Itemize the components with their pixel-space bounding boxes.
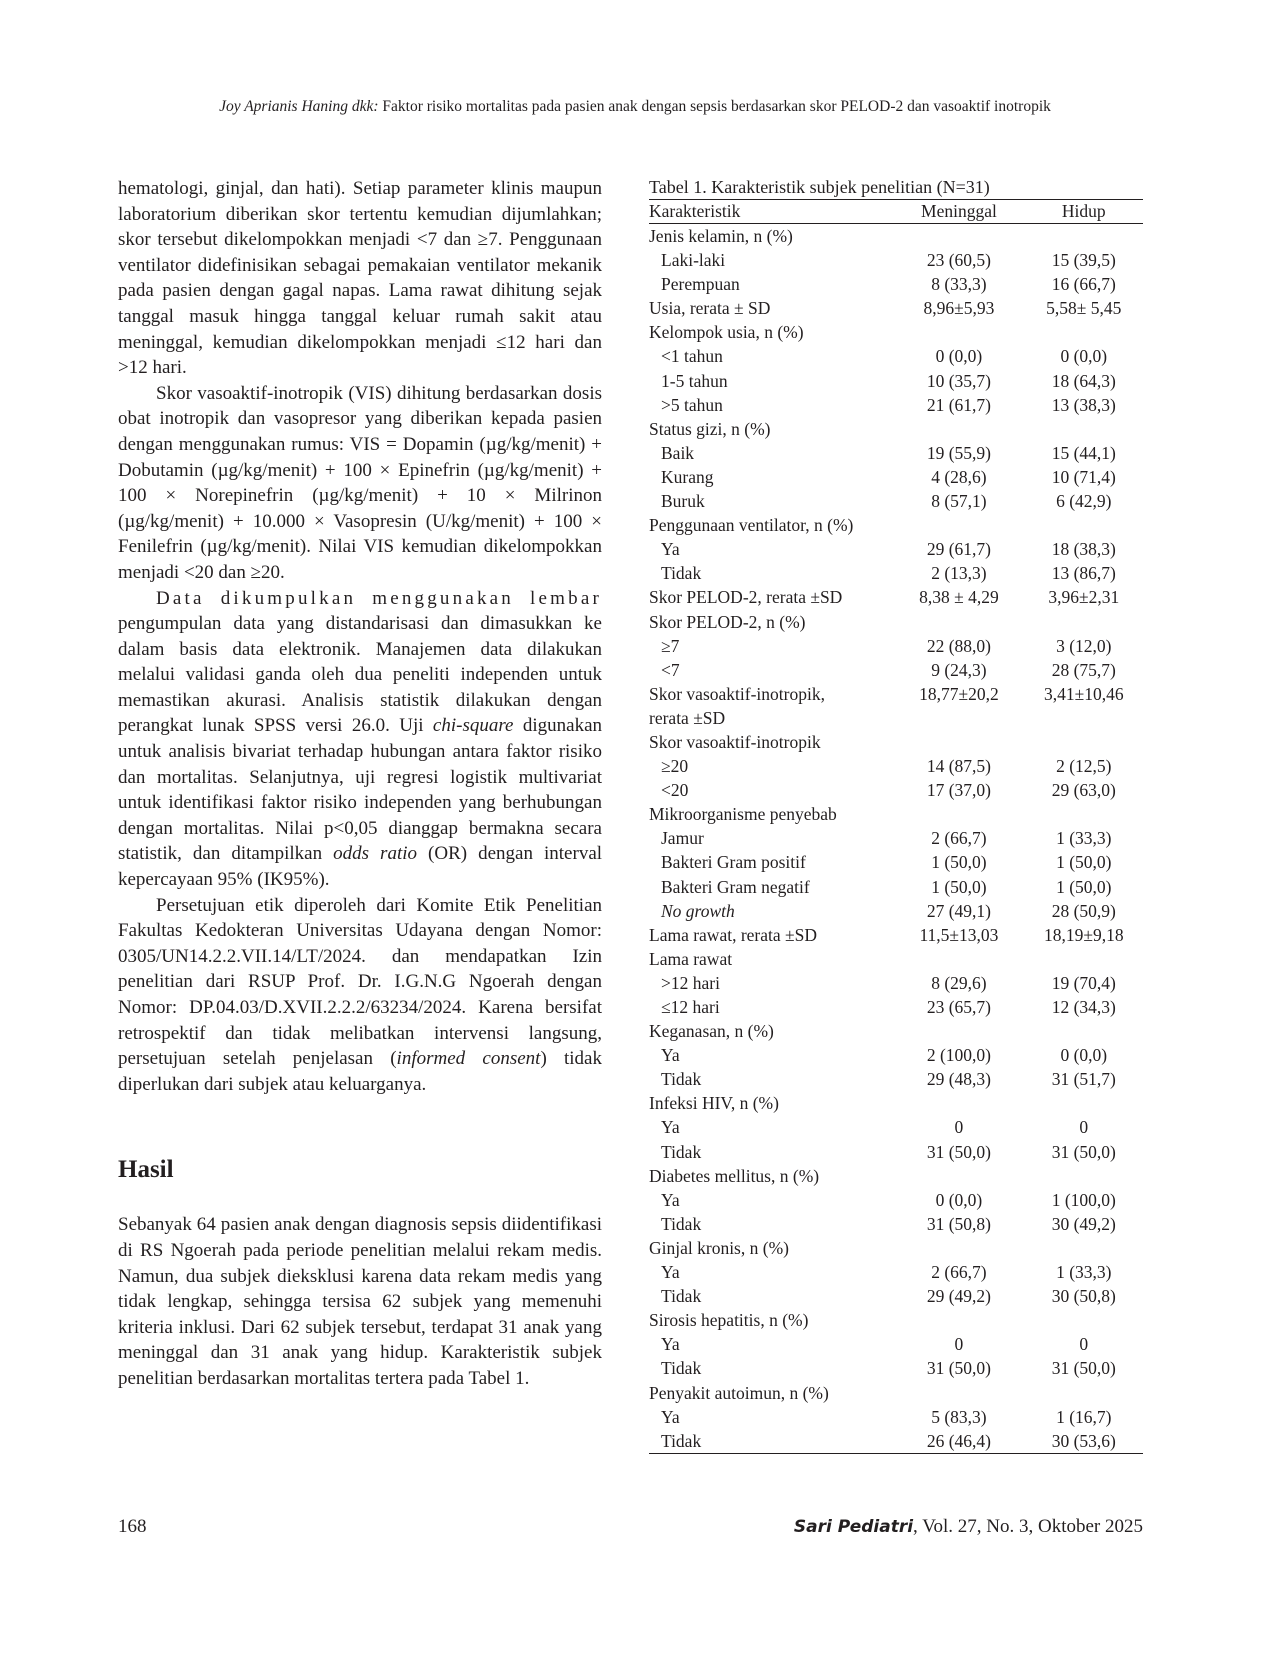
table-header-karakteristik: Karakteristik <box>649 201 741 221</box>
table-cell-meninggal: 14 (87,5) <box>926 756 991 777</box>
table-row <box>649 923 1143 947</box>
table-cell-label: Baik <box>661 442 695 463</box>
table-row <box>649 1284 1143 1308</box>
table-cell-hidup: 18 (64,3) <box>1051 370 1116 391</box>
table-cell-meninggal: 0 <box>954 1117 964 1138</box>
informed-consent-term: informed consent <box>396 1048 541 1070</box>
table-cell-hidup: 13 (38,3) <box>1051 394 1116 415</box>
table-row <box>649 1212 1143 1236</box>
table-cell-hidup: 30 (49,2) <box>1051 1213 1116 1234</box>
table-row <box>649 224 1143 249</box>
journal-citation <box>794 1516 1143 1538</box>
table-cell-label: Ya <box>661 1406 680 1427</box>
paragraph-vis: Skor vasoaktif-inotropik (VIS) dihitung berdasarkan dosis obat inotropik dan vasopresor yang diberikan kepada pasien dengan menggunakan rumus: VIS = Dopamin (µg/kg/menit) + Dobutamin (µg/kg/menit) + 100 × Epinefrin (µg/kg/menit) + 100 × Norepinefrin (µg/kg/menit) + 10 × Milrinon (µg/kg/menit) + 10.000 × Vasopresin (U/kg/menit) + 100 × Fenilefrin (µg/kg/menit). Nilai VIS kemudian dikelompokkan menjadi <20 dan ≥20. <box>118 382 602 583</box>
table-row <box>649 634 1143 658</box>
left-column <box>118 176 602 1392</box>
table-cell-hidup: 5,58± 5,45 <box>1046 298 1122 319</box>
table-cell-label: Ya <box>661 1334 680 1355</box>
table-cell-hidup: 1 (33,3) <box>1056 1262 1112 1283</box>
table-cell-label: 1-5 tahun <box>661 370 728 391</box>
table-cell-hidup: 6 (42,9) <box>1056 491 1112 512</box>
table-cell-meninggal: 1 (50,0) <box>931 852 987 873</box>
table-cell-meninggal: 21 (61,7) <box>926 394 991 415</box>
table-cell-hidup: 28 (50,9) <box>1051 900 1116 921</box>
table-row <box>649 272 1143 296</box>
table-cell-meninggal <box>893 1019 1024 1043</box>
table-cell-label: Tidak <box>661 1069 702 1090</box>
table-row <box>649 320 1143 344</box>
table-cell-meninggal <box>893 947 1024 971</box>
table-row <box>649 1332 1143 1356</box>
table-cell-meninggal: 0 (0,0) <box>935 1189 983 1210</box>
table-row <box>649 778 1143 802</box>
table-row <box>649 1140 1143 1164</box>
table-cell-meninggal: 31 (50,0) <box>926 1141 991 1162</box>
table-cell-label: Penggunaan ventilator, n (%) <box>649 515 854 536</box>
table-cell-label: <1 tahun <box>661 346 723 367</box>
table-cell-label: Ya <box>661 1189 680 1210</box>
table-cell-label: <20 <box>661 780 689 801</box>
table-cell-meninggal: 10 (35,7) <box>926 370 991 391</box>
table-cell-meninggal: 31 (50,0) <box>926 1358 991 1379</box>
table-cell-meninggal: 17 (37,0) <box>926 780 991 801</box>
table-cell-meninggal: 2 (66,7) <box>931 828 987 849</box>
table-cell-hidup <box>1025 730 1143 754</box>
header-title: Faktor risiko mortalitas pada pasien anak dengan sepsis berdasarkan skor PELOD-2 dan vasoaktif inotropik <box>382 98 1051 115</box>
table-cell-hidup <box>1025 1236 1143 1260</box>
table-cell-hidup: 0 (0,0) <box>1060 1045 1108 1066</box>
table-cell-label: Status gizi, n (%) <box>649 418 771 439</box>
table-cell-hidup <box>1025 802 1143 826</box>
table-cell-label: Ya <box>661 1262 680 1283</box>
table-cell-hidup <box>1025 1091 1143 1115</box>
table-cell-label: ≥20 <box>661 756 689 777</box>
table-cell-label: Kelompok usia, n (%) <box>649 322 804 343</box>
table-cell-label: Mikroorganisme penyebab <box>649 804 837 825</box>
table-cell-hidup <box>1025 1019 1143 1043</box>
table-cell-meninggal: 23 (60,5) <box>926 250 991 271</box>
table-row <box>649 971 1143 995</box>
table-cell-meninggal <box>893 1091 1024 1115</box>
paragraph-data-collection-lead: Data dikumpulkan menggunakan lembar <box>156 587 602 609</box>
table-row <box>649 826 1143 850</box>
header-authors: Joy Aprianis Haning dkk: <box>219 98 379 115</box>
table-cell-hidup <box>1025 1381 1143 1405</box>
table-cell-meninggal: 29 (61,7) <box>926 539 991 560</box>
table-cell-hidup <box>1025 1164 1143 1188</box>
table-cell-meninggal: 8 (29,6) <box>931 972 987 993</box>
table-cell-meninggal: 8 (33,3) <box>931 274 987 295</box>
table-cell-meninggal: 8,96±5,93 <box>923 298 995 319</box>
table-cell-meninggal <box>893 610 1024 634</box>
table-cell-label: Skor PELOD-2, rerata ±SD <box>649 587 843 608</box>
table-cell-meninggal: 0 <box>954 1334 964 1355</box>
table-row <box>649 513 1143 537</box>
section-heading-hasil: Hasil <box>118 1156 174 1184</box>
table-header-hidup: Hidup <box>1061 201 1106 221</box>
table-cell-label: ≥7 <box>661 635 680 656</box>
journal-name: Sari Pediatri <box>793 1517 914 1537</box>
table-cell-meninggal: 29 (49,2) <box>926 1286 991 1307</box>
table-cell-meninggal: 2 (66,7) <box>931 1262 987 1283</box>
table-cell-label: Keganasan, n (%) <box>649 1021 774 1042</box>
table-row <box>649 537 1143 561</box>
table-cell-label: Infeksi HIV, n (%) <box>649 1093 779 1114</box>
table-cell-label: Laki-laki <box>661 250 726 271</box>
table-cell-meninggal: 18,77±20,2 <box>919 683 999 704</box>
table-cell-label: Lama rawat <box>649 948 733 969</box>
table-cell-label: >12 hari <box>661 972 720 993</box>
table-row <box>649 730 1143 754</box>
table-cell-label: Tidak <box>661 1141 702 1162</box>
paragraph-methods-1: hematologi, ginjal, dan hati). Setiap parameter klinis maupun laboratorium diberikan skor tertentu kemudian dijumlahkan; skor tersebut dikelompokkan menjadi <7 dan ≥7. Penggunaan ventilator didefinisikan sebagai pemakaian ventilator mekanik pada pasien dengan gagal napas. Lama rawat dihitung sejak tanggal masuk hingga tanggal keluar rumah sakit atau meninggal, kemudian dikelompokkan menjadi ≤12 hari dan >12 hari. <box>118 178 602 379</box>
table-row <box>649 1356 1143 1380</box>
table-cell-label: Jenis kelamin, n (%) <box>649 226 793 246</box>
table-cell-hidup: 1 (33,3) <box>1056 828 1112 849</box>
table-cell-hidup: 18,19±9,18 <box>1043 924 1124 945</box>
table-cell-label: Perempuan <box>661 274 740 295</box>
table-row <box>649 417 1143 441</box>
table-cell-label: Buruk <box>661 491 705 512</box>
table-row <box>649 585 1143 609</box>
table-cell-label: Tidak <box>661 1430 702 1451</box>
table-cell-label: Penyakit autoimun, n (%) <box>649 1382 829 1403</box>
table-cell-meninggal <box>893 513 1024 537</box>
table-cell-meninggal: 19 (55,9) <box>926 442 991 463</box>
table-cell-meninggal <box>893 706 1024 730</box>
table-cell-label: No growth <box>661 900 735 921</box>
table-caption: Tabel 1. Karakteristik subjek penelitian (N=31) <box>649 177 990 197</box>
table-cell-meninggal <box>893 320 1024 344</box>
table-cell-hidup: 15 (44,1) <box>1051 442 1116 463</box>
table-cell-label: Tidak <box>661 1286 702 1307</box>
table-row <box>649 1188 1143 1212</box>
table-cell-hidup: 28 (75,7) <box>1051 659 1116 680</box>
table-cell-hidup: 12 (34,3) <box>1051 997 1116 1017</box>
table-row <box>649 393 1143 417</box>
table-cell-meninggal: 2 (13,3) <box>931 563 987 584</box>
table-cell-label: Tidak <box>661 1213 702 1234</box>
table-cell-hidup: 16 (66,7) <box>1051 274 1116 295</box>
table-cell-label: Skor vasoaktif-inotropik, <box>649 683 825 704</box>
table-row <box>649 947 1143 971</box>
table-row <box>649 1429 1143 1454</box>
table-cell-label: Kurang <box>661 466 714 487</box>
table-cell-meninggal: 5 (83,3) <box>931 1406 987 1427</box>
table-cell-hidup: 1 (100,0) <box>1051 1189 1116 1210</box>
table-row <box>649 1091 1143 1115</box>
table-cell-label: Bakteri Gram positif <box>661 852 806 873</box>
table-row <box>649 248 1143 272</box>
paragraph-data-collection <box>118 586 602 893</box>
table-cell-hidup: 31 (51,7) <box>1051 1069 1116 1090</box>
table-cell-label: Diabetes mellitus, n (%) <box>649 1165 820 1186</box>
paragraph-ethics-a: Persetujuan etik diperoleh dari Komite Etik Penelitian Fakultas Kedokteran Universitas Udayana dengan Nomor: 0305/UN14.2.2.VII.14/LT/2024. dan mendapatkan Izin penelitian dari RSUP Prof. Dr. I.G.N.G Ngoerah dengan Nomor: DP.04.03/D.XVII.2.2.2/63234/2024. Karena bersifat retrospektif dan tidak melibatkan intervensi langsung, persetujuan setelah penjelasan ( <box>118 894 602 1070</box>
table-cell-meninggal <box>893 417 1024 441</box>
paragraph-ethics-b: ) tidak diperlukan dari subjek atau keluarganya. <box>118 1048 602 1095</box>
table-cell-label: Jamur <box>661 828 704 849</box>
table-cell-meninggal <box>893 224 1024 249</box>
table-cell-hidup: 10 (71,4) <box>1051 466 1116 487</box>
table-cell-label: Skor vasoaktif-inotropik <box>649 731 821 752</box>
table-body <box>649 224 1143 1454</box>
table-row <box>649 1405 1143 1429</box>
table-cell-hidup <box>1025 417 1143 441</box>
table-cell-hidup <box>1025 1308 1143 1332</box>
table-cell-hidup: 3,96±2,31 <box>1048 587 1120 608</box>
table-row <box>649 1043 1143 1067</box>
table-row <box>649 441 1143 465</box>
chi-square-term: chi-square <box>432 715 514 737</box>
table-cell-label: Usia, rerata ± SD <box>649 298 771 319</box>
table-cell-hidup: 0 <box>1079 1117 1089 1138</box>
table-row <box>649 610 1143 634</box>
running-header <box>0 98 1270 116</box>
table-cell-hidup: 15 (39,5) <box>1051 250 1116 271</box>
table-cell-meninggal: 31 (50,8) <box>926 1213 991 1234</box>
table-cell-label: Lama rawat, rerata ±SD <box>649 924 817 945</box>
table-header-meninggal: Meninggal <box>921 201 997 221</box>
table-cell-hidup <box>1025 706 1143 730</box>
table-row <box>649 1308 1143 1332</box>
table-1 <box>649 176 1143 1454</box>
table-cell-label: Tidak <box>661 563 702 584</box>
characteristics-table <box>649 199 1143 1454</box>
table-row <box>649 1381 1143 1405</box>
table-row <box>649 1164 1143 1188</box>
paragraph-data-collection-b: digunakan untuk analisis bivariat terhadap hubungan antara faktor risiko dan mortalitas. Selanjutnya, uji regresi logistik multivariat untuk identifikasi faktor risiko independen yang berhubungan dengan mortalitas. Nilai p<0,05 dianggap bermakna secara statistik, dan ditampilkan <box>118 715 603 865</box>
paragraph-results: Sebanyak 64 pasien anak dengan diagnosis sepsis diidentifikasi di RS Ngoerah pada periode penelitian melalui rekam medis. Namun, dua subjek dieksklusi karena data rekam medis yang tidak lengkap, sehingga tersisa 62 subjek yang memenuhi kriteria inklusi. Dari 62 subjek tersebut, terdapat 31 anak yang meninggal dan 31 anak yang hidup. Karakteristik subjek penelitian berdasarkan mortalitas tertera pada Tabel 1. <box>118 1214 602 1389</box>
odds-ratio-term: odds ratio <box>333 843 418 865</box>
table-cell-meninggal: 11,5±13,03 <box>919 924 999 945</box>
table-cell-meninggal: 2 (100,0) <box>926 1045 991 1066</box>
table-cell-meninggal: 29 (48,3) <box>926 1069 991 1090</box>
table-cell-meninggal: 8 (57,1) <box>931 491 987 512</box>
paragraph-ethics <box>118 893 602 1098</box>
table-row <box>649 296 1143 320</box>
table-row <box>649 1260 1143 1284</box>
table-cell-label: Ginjal kronis, n (%) <box>649 1237 789 1258</box>
table-cell-hidup <box>1025 610 1143 634</box>
table-header-row <box>649 200 1143 224</box>
table-cell-label: Ya <box>661 539 680 560</box>
table-row <box>649 489 1143 513</box>
table-row <box>649 754 1143 778</box>
table-cell-meninggal <box>893 802 1024 826</box>
table-cell-hidup: 2 (12,5) <box>1056 756 1112 777</box>
table-row <box>649 850 1143 874</box>
journal-issue: , Vol. 27, No. 3, Oktober 2025 <box>913 1516 1143 1537</box>
table-cell-meninggal: 8,38 ± 4,29 <box>919 587 999 608</box>
table-cell-meninggal <box>893 1164 1024 1188</box>
table-cell-hidup: 31 (50,0) <box>1051 1141 1116 1162</box>
table-cell-meninggal <box>893 1236 1024 1260</box>
table-cell-hidup <box>1025 320 1143 344</box>
table-row <box>649 658 1143 682</box>
table-cell-label: <7 <box>661 659 680 680</box>
table-row <box>649 561 1143 585</box>
table-cell-meninggal: 1 (50,0) <box>931 876 987 897</box>
table-row <box>649 682 1143 706</box>
table-cell-hidup <box>1025 224 1143 249</box>
table-cell-meninggal <box>893 730 1024 754</box>
table-cell-label: Ya <box>661 1117 680 1138</box>
table-cell-meninggal: 23 (65,7) <box>926 997 991 1017</box>
table-cell-hidup: 30 (50,8) <box>1051 1286 1116 1307</box>
table-cell-label: Bakteri Gram negatif <box>661 876 810 897</box>
table-cell-hidup: 1 (50,0) <box>1056 876 1112 897</box>
table-cell-meninggal: 27 (49,1) <box>926 900 991 921</box>
table-cell-hidup: 0 <box>1079 1334 1089 1355</box>
table-row <box>649 1236 1143 1260</box>
table-cell-hidup <box>1025 513 1143 537</box>
table-row <box>649 1019 1143 1043</box>
table-row <box>649 899 1143 923</box>
table-row <box>649 465 1143 489</box>
table-cell-label: Sirosis hepatitis, n (%) <box>649 1310 809 1331</box>
table-row <box>649 1067 1143 1091</box>
table-row <box>649 1115 1143 1139</box>
paragraph-data-collection-c: (OR) dengan interval kepercayaan 95% (IK95%). <box>118 843 603 891</box>
table-row <box>649 706 1143 730</box>
paragraph-data-collection-a: pengumpulan data yang distandarisasi dan dimasukkan ke dalam basis data elektronik. Manajemen data dilakukan melalui validasi ganda oleh dua peneliti independen untuk memastikan akurasi. Analisis statistik dilakukan dengan perangkat lunak SPSS versi 26.0. Uji <box>118 613 602 737</box>
table-cell-hidup: 30 (53,6) <box>1051 1430 1116 1451</box>
table-cell-meninggal <box>893 1308 1024 1332</box>
table-cell-hidup: 31 (50,0) <box>1051 1358 1116 1379</box>
table-cell-hidup: 1 (16,7) <box>1056 1406 1112 1427</box>
table-cell-hidup: 3,41±10,46 <box>1043 683 1124 704</box>
table-cell-hidup <box>1025 947 1143 971</box>
table-cell-meninggal: 0 (0,0) <box>935 346 983 367</box>
table-cell-hidup: 19 (70,4) <box>1051 972 1116 993</box>
table-cell-hidup: 1 (50,0) <box>1056 852 1112 873</box>
table-row <box>649 995 1143 1019</box>
table-cell-hidup: 29 (63,0) <box>1051 780 1116 801</box>
table-cell-hidup: 18 (38,3) <box>1051 539 1116 560</box>
table-cell-label: Ya <box>661 1045 680 1066</box>
table-cell-label: >5 tahun <box>661 394 723 415</box>
table-cell-label: Skor PELOD-2, n (%) <box>649 611 806 632</box>
table-row <box>649 802 1143 826</box>
table-cell-label: Tidak <box>661 1358 702 1379</box>
table-cell-hidup: 3 (12,0) <box>1056 635 1112 656</box>
table-cell-label: ≤12 hari <box>661 997 720 1017</box>
table-cell-meninggal: 26 (46,4) <box>926 1430 991 1451</box>
table-cell-meninggal: 9 (24,3) <box>931 659 987 680</box>
table-cell-meninggal <box>893 1381 1024 1405</box>
table-row <box>649 344 1143 368</box>
table-cell-hidup: 13 (86,7) <box>1051 563 1116 584</box>
table-cell-label: rerata ±SD <box>649 707 726 728</box>
table-row <box>649 875 1143 899</box>
table-cell-meninggal: 4 (28,6) <box>931 466 987 487</box>
table-cell-meninggal: 22 (88,0) <box>926 635 991 656</box>
table-row <box>649 369 1143 393</box>
table-cell-hidup: 0 (0,0) <box>1060 346 1108 367</box>
page-number: 168 <box>118 1516 147 1537</box>
